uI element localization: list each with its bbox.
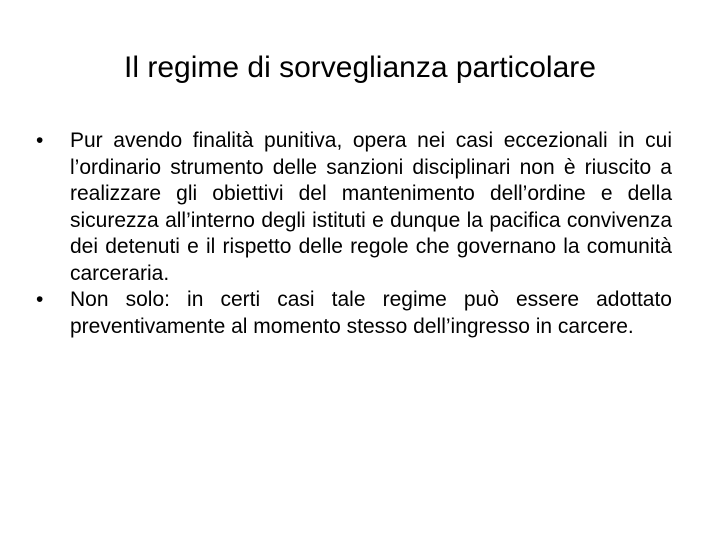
bullet-icon: • xyxy=(36,129,44,152)
bullet-icon: • xyxy=(36,288,44,311)
bullet-list xyxy=(36,128,672,340)
bullet-item xyxy=(36,128,672,287)
bullet-text: Non solo: in certi casi tale regime può essere adottato preventivamente al momento stesso dell’ingresso in carcere. xyxy=(70,288,672,338)
bullet-item xyxy=(36,287,672,340)
slide-title: Il regime di sorveglianza particolare xyxy=(124,51,596,84)
bullet-text: Pur avendo finalità punitiva, opera nei casi eccezionali in cui l’ordinario strumento delle sanzioni disciplinari non è riuscito a realizzare gli obiettivi del mantenimento dell’ordine e della sicurezza all’interno degli istituti e dunque la pacifica convivenza dei detenuti e il rispetto delle regole che governano la comunità carceraria. xyxy=(70,129,672,285)
